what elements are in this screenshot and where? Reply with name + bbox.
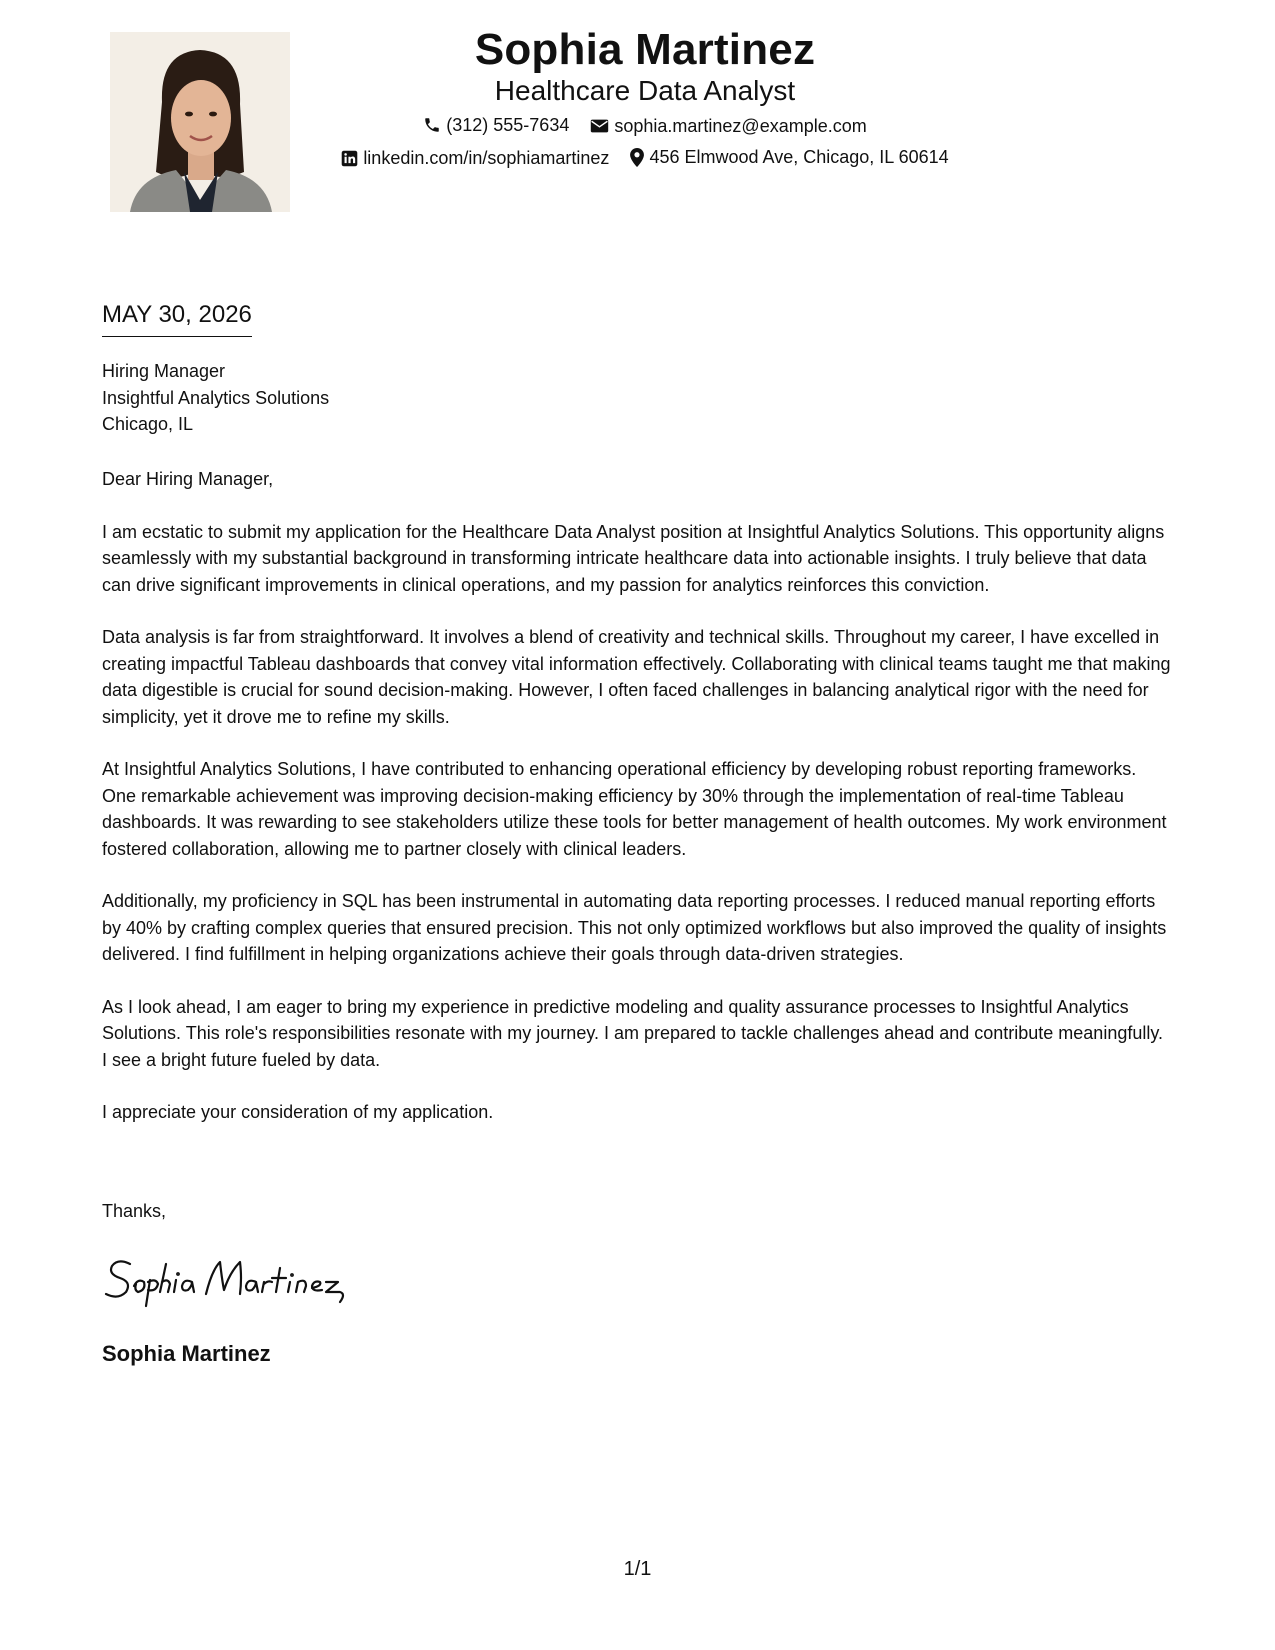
letter-body [102, 466, 1172, 1152]
envelope-icon [590, 118, 609, 134]
contact-email [590, 114, 866, 138]
map-pin-icon [630, 148, 644, 167]
recipient-block [102, 358, 329, 438]
salutation: Dear Hiring Manager, [102, 469, 274, 489]
page-number: 1/1 [623, 1558, 652, 1580]
phone-text[interactable]: (312) 555-7634 [446, 115, 570, 135]
body-paragraph: Data analysis is far from straightforward. It involves a blend of creativity and technical skills. Throughout my career, I have excelled in creating impactful Tableau dashboards that convey vital information effectively. Collaborating with clinical teams taught me that making data digestible is crucial for sound decision-making. However, I often faced challenges in balancing analytical rigor with the need for simplicity, yet it drove me to refine my skills. [102, 627, 1171, 727]
applicant-job-title: Healthcare Data Analyst [494, 75, 796, 106]
contact-row-primary [300, 113, 990, 140]
applicant-name: Sophia Martinez [474, 25, 816, 74]
profile-photo [110, 32, 290, 212]
signature-image [100, 1250, 370, 1310]
body-paragraph: Additionally, my proficiency in SQL has been instrumental in automating data reporting processes. I reduced manual reporting efforts by 40% by crafting complex queries that ensured precision. This not only optimized workflows but also improved the quality of insights delivered. I find fulfillment in helping organizations achieve their goals through data-driven strategies. [102, 891, 1167, 964]
recipient-location: Chicago, IL [102, 414, 194, 434]
contact-row-secondary [240, 145, 1050, 173]
signer-name: Sophia Martinez [102, 1341, 271, 1366]
letter-date: MAY 30, 2026 [102, 300, 252, 337]
email-text[interactable]: sophia.martinez@example.com [614, 116, 867, 136]
body-paragraph: I appreciate your consideration of my application. [102, 1102, 494, 1122]
body-paragraph: As I look ahead, I am eager to bring my experience in predictive modeling and quality assurance processes to Insightful Analytics Solutions. This role's responsibilities resonate with my journey. I am prepared to tackle challenges ahead and contribute meaningfully. I see a bright future fueled by data. [102, 996, 1164, 1070]
recipient-title: Hiring Manager [102, 361, 226, 381]
body-paragraph: At Insightful Analytics Solutions, I have contributed to enhancing operational efficiency by developing robust reporting frameworks. One remarkable achievement was improving decision-making efficiency by 30% through the implementation of real-time Tableau dashboards. It was rewarding to see stakeholders utilize these tools for better management of health outcomes. My work environment fostered collaboration, allowing me to partner closely with clinical leaders. [102, 759, 1167, 859]
address-text: 456 Elmwood Ave, Chicago, IL 60614 [649, 147, 949, 167]
contact-address [630, 145, 948, 169]
closing: Thanks, [102, 1201, 167, 1221]
recipient-company: Insightful Analytics Solutions [102, 387, 330, 408]
linkedin-icon [341, 150, 358, 167]
body-paragraph: I am ecstatic to submit my application for the Healthcare Data Analyst position at Insightful Analytics Solutions. This opportunity aligns seamlessly with my substantial background in transforming intricate healthcare data into actionable insights. I truly believe that data can drive significant improvements in clinical operations, and my passion for analytics reinforces this conviction. [102, 521, 1165, 595]
phone-icon [423, 116, 441, 134]
contact-linkedin [341, 146, 609, 170]
linkedin-text[interactable]: linkedin.com/in/sophiamartinez [363, 148, 610, 168]
contact-phone [423, 113, 569, 137]
